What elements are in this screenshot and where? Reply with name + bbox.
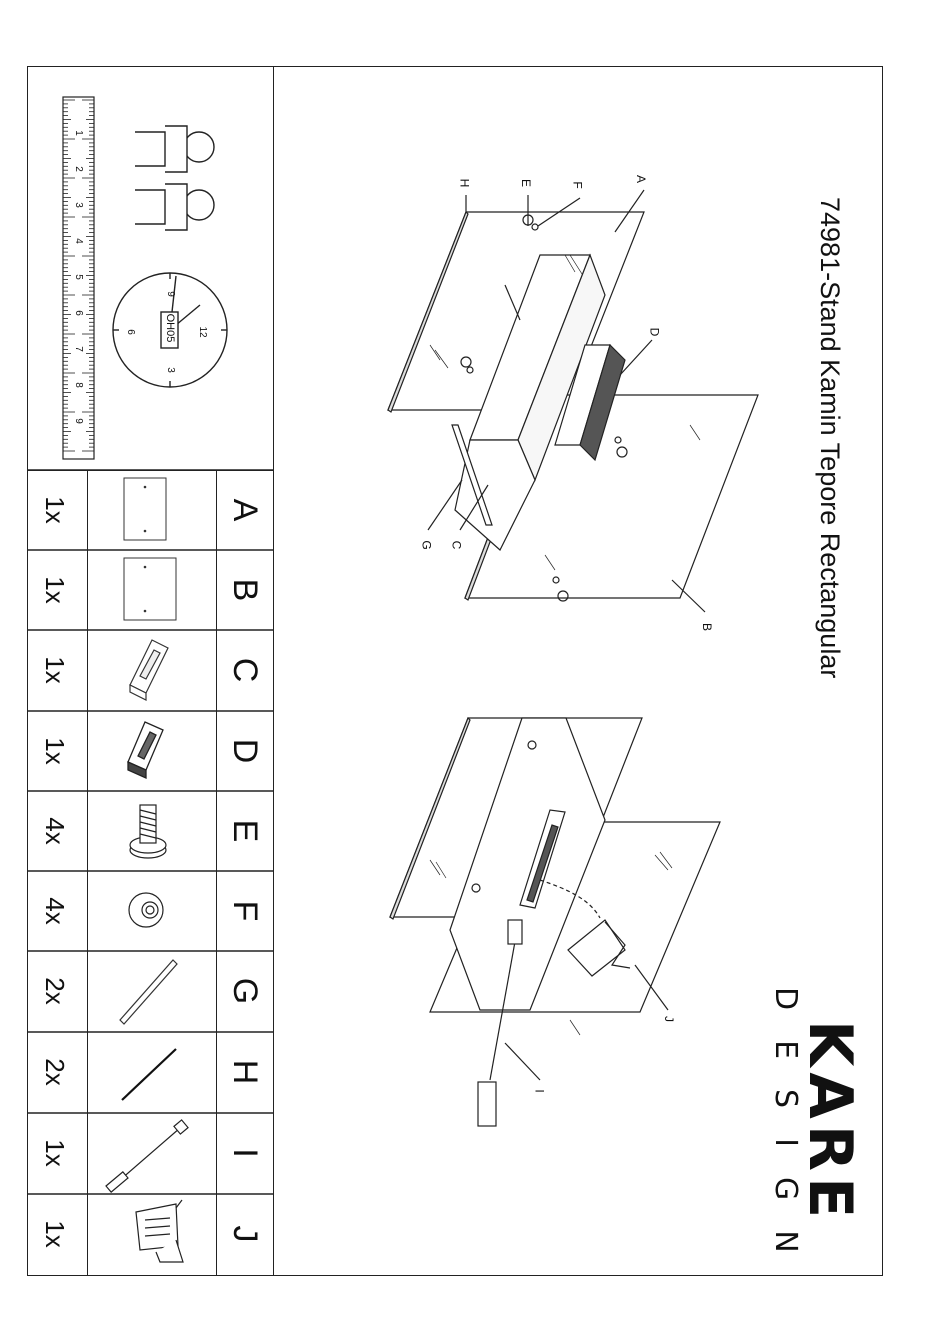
- ruler-num-2: 2: [73, 166, 84, 172]
- part-qty-h: 2x: [40, 1058, 70, 1086]
- part-letter-h: H: [226, 1059, 264, 1085]
- callout-f: F: [570, 181, 585, 189]
- page-title: 74981-Stand Kamin Tepore Rectangular: [815, 197, 845, 679]
- part-qty-c: 1x: [40, 656, 70, 684]
- part-qty-d: 1x: [40, 737, 70, 765]
- ruler-num-7: 7: [73, 346, 84, 352]
- clock-9: 9: [165, 291, 176, 297]
- clock-time-label: OH05: [164, 313, 176, 343]
- part-qty-e: 4x: [40, 817, 70, 845]
- ruler-num-4: 4: [73, 238, 84, 244]
- brand-logo-main: KARE: [795, 1019, 865, 1225]
- callout-i: I: [532, 1089, 547, 1093]
- part-letter-f: F: [226, 900, 264, 922]
- part-letter-a: A: [226, 498, 264, 522]
- ruler-num-9: 9: [73, 418, 84, 424]
- ruler-num-1: 1: [73, 130, 84, 136]
- clock-12: 12: [197, 326, 208, 338]
- part-letter-i: I: [226, 1148, 264, 1158]
- part-qty-a: 1x: [40, 496, 70, 524]
- ruler-num-8: 8: [73, 382, 84, 388]
- clock-6: 6: [125, 329, 136, 335]
- part-qty-j: 1x: [40, 1220, 70, 1248]
- clock-3: 3: [165, 367, 176, 373]
- part-letter-g: G: [226, 977, 264, 1005]
- brand-logo-sub: DESIGN: [768, 987, 803, 1283]
- callout-b: B: [700, 622, 715, 632]
- part-qty-g: 2x: [40, 977, 70, 1005]
- part-letter-c: C: [226, 657, 264, 683]
- callout-e: E: [519, 178, 534, 188]
- ruler-num-6: 6: [73, 310, 84, 316]
- ruler-num-3: 3: [73, 202, 84, 208]
- part-letter-j: J: [226, 1225, 264, 1243]
- callout-g: G: [419, 540, 434, 550]
- part-letter-e: E: [226, 819, 264, 843]
- part-qty-b: 1x: [40, 576, 70, 604]
- part-letter-d: D: [226, 738, 264, 764]
- part-qty-i: 1x: [40, 1139, 70, 1167]
- part-qty-f: 4x: [40, 897, 70, 925]
- ruler-num-5: 5: [73, 274, 84, 280]
- callout-c: C: [449, 540, 464, 550]
- callout-h: H: [457, 178, 472, 188]
- callout-a: A: [634, 174, 649, 184]
- callout-d: D: [647, 327, 662, 337]
- callout-j: J: [662, 1016, 676, 1022]
- part-letter-b: B: [226, 578, 264, 602]
